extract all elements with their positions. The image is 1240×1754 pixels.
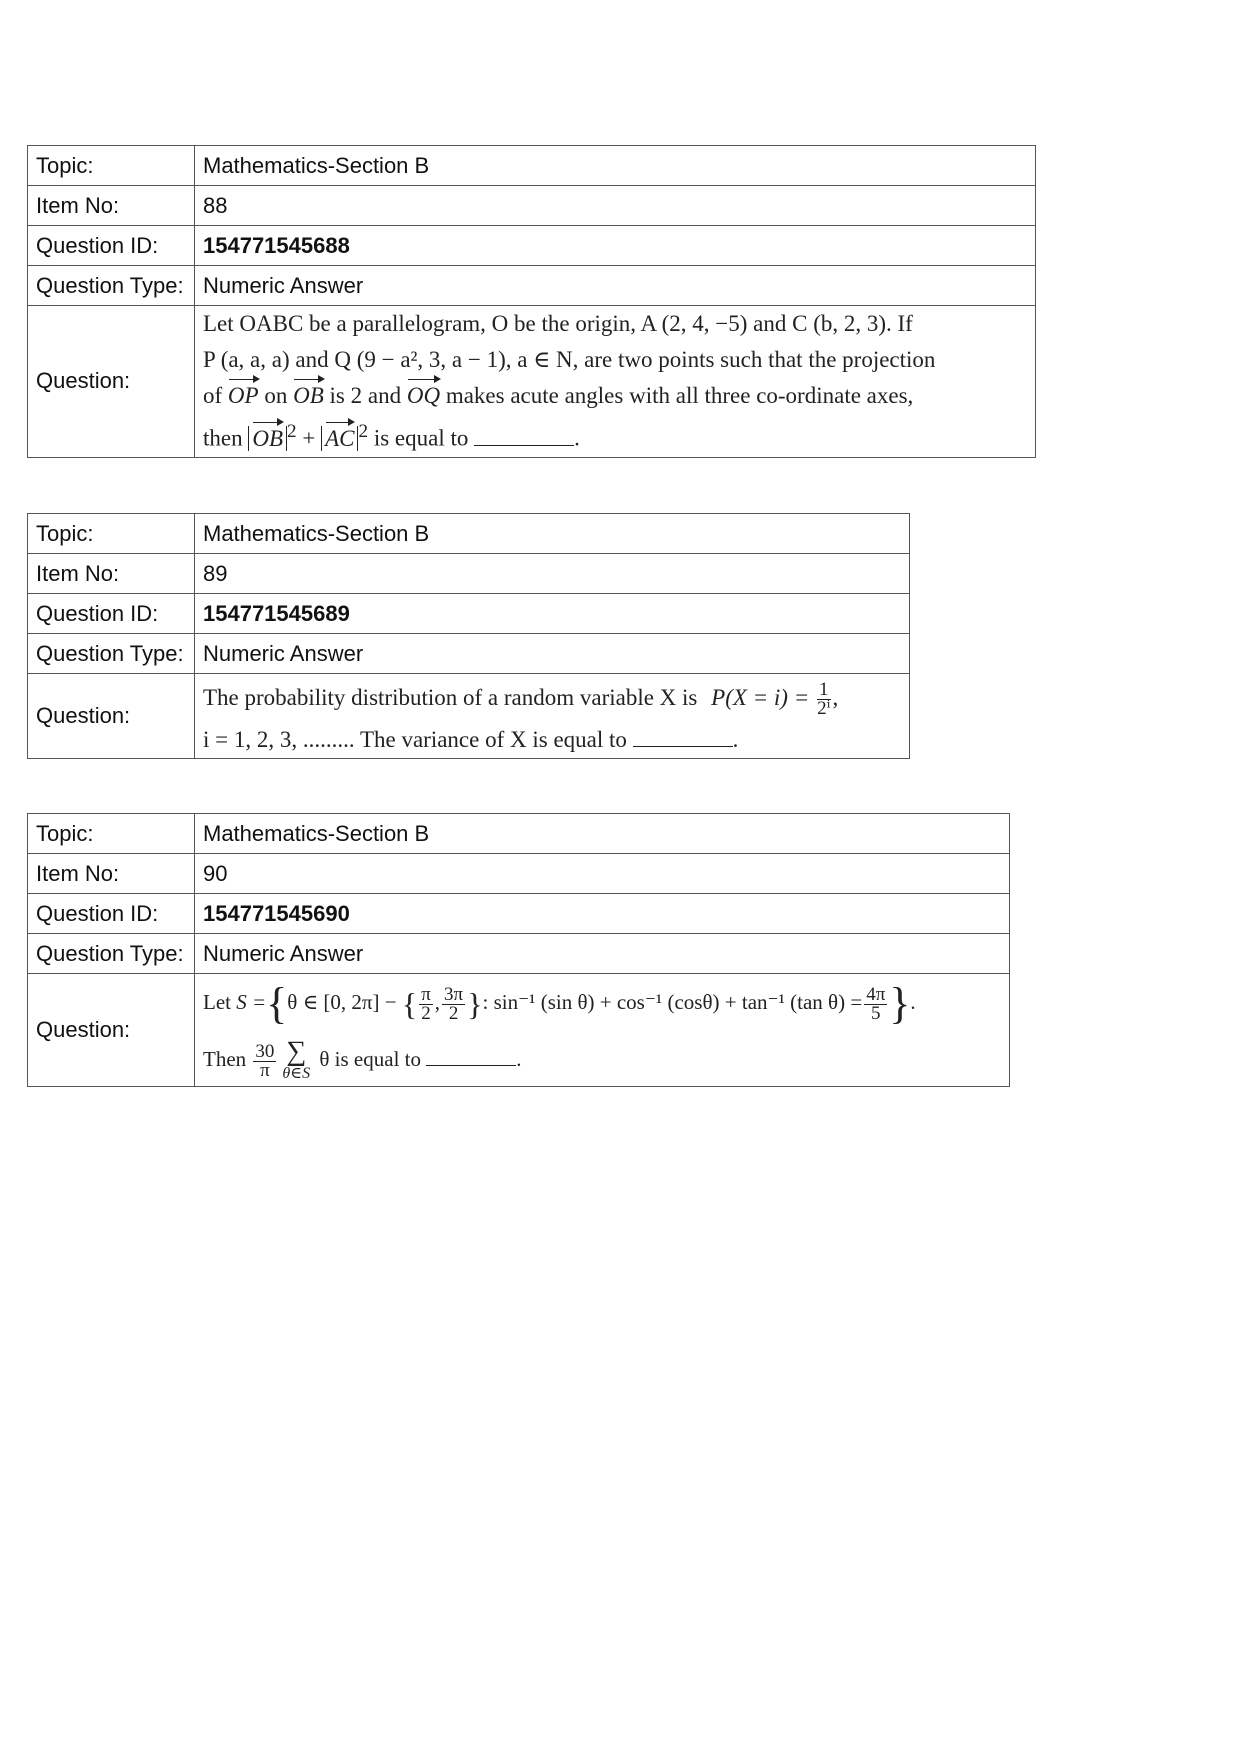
- question-id-row: [28, 226, 1036, 266]
- question-label: Question:: [28, 974, 195, 1087]
- summation-index: θ∈S: [282, 1065, 311, 1083]
- question-type-label: Question Type:: [28, 634, 195, 674]
- question-text: [203, 306, 1027, 457]
- question-row: [28, 306, 1036, 458]
- item-no-label: Item No:: [28, 854, 195, 894]
- answer-blank: [426, 1045, 516, 1066]
- question-id-label: Question ID:: [28, 594, 195, 634]
- vector-ob: OB: [293, 378, 324, 414]
- item-no-row: [28, 554, 910, 594]
- vector-ob-2: OB: [252, 421, 283, 457]
- q-text: then: [203, 425, 243, 451]
- question-line-1: Let OABC be a parallelogram, O be the origin, A (2, 4, −5) and C (b, 2, 3). If: [203, 311, 913, 336]
- question-id-value: 154771545690: [195, 894, 1010, 934]
- vector-op: OP: [228, 378, 259, 414]
- item-no-value: 88: [195, 186, 1036, 226]
- fraction-denominator: π: [260, 1059, 270, 1081]
- square-1: 2: [287, 421, 297, 442]
- square-2: 2: [358, 421, 369, 442]
- topic-row: [28, 146, 1036, 186]
- fraction-pi-2: [419, 983, 433, 1024]
- abs-ob: [248, 426, 287, 451]
- summation: [282, 1036, 311, 1083]
- question-row: [28, 974, 1010, 1087]
- topic-row: [28, 514, 910, 554]
- left-brace: {: [266, 979, 288, 1029]
- question-id-value: 154771545688: [195, 226, 1036, 266]
- question-label: Question:: [28, 306, 195, 458]
- fraction-numerator: π: [421, 983, 431, 1005]
- topic-row: [28, 814, 1010, 854]
- fraction-denominator: 2ⁱ: [817, 698, 831, 720]
- fraction-numerator: 3π: [444, 983, 464, 1005]
- fraction-denominator: 2: [448, 1002, 459, 1024]
- vector-oq: OQ: [407, 378, 440, 414]
- question-type-row: [28, 934, 1010, 974]
- fraction-denominator: 2: [421, 1002, 431, 1024]
- vector-ac: AC: [325, 421, 354, 457]
- question-type-row: [28, 266, 1036, 306]
- answer-blank: [474, 425, 574, 446]
- q-text: θ is equal to: [319, 1047, 421, 1072]
- abs-ac: [321, 426, 358, 451]
- question-line-2: P (a, a, a) and Q (9 − a², 3, a − 1), a ∈ N, are two points such that the projection: [203, 347, 936, 372]
- question-row: [28, 674, 910, 759]
- question-line-2: i = 1, 2, 3, ......... The variance of X is equal to .: [203, 727, 739, 752]
- q-text: makes acute angles with all three co-ordinate axes,: [445, 383, 914, 408]
- question-table-90: [27, 813, 1010, 1087]
- question-line-1: Let S ={θ ∈ [0, 2π] − { $\frac{\pi}{2}$ , $\frac{3\pi}{2}$ }: sin⁻¹ (sin θ) + cos⁻¹ (cosθ) + tan⁻¹ (tan θ) = $\frac{4\pi}{5}$ }.: [203, 979, 916, 1029]
- topic-value: Mathematics-Section B: [195, 814, 1010, 854]
- q-text: Let: [203, 990, 231, 1014]
- fraction-numerator: 1: [819, 679, 829, 701]
- question-body: [195, 674, 910, 759]
- question-type-value: Numeric Answer: [195, 934, 1010, 974]
- item-no-value: 89: [195, 554, 910, 594]
- question-type-label: Question Type:: [28, 266, 195, 306]
- question-line-3: [203, 378, 1027, 414]
- q-text: The probability distribution of a random variable X is: [203, 685, 698, 710]
- topic-label: Topic:: [28, 514, 195, 554]
- question-id-label: Question ID:: [28, 894, 195, 934]
- fraction-numerator: 30: [255, 1040, 275, 1062]
- question-id-label: Question ID:: [28, 226, 195, 266]
- sigma-symbol: ∑: [286, 1036, 307, 1068]
- question-text: [203, 674, 901, 758]
- question-type-value: Numeric Answer: [195, 634, 910, 674]
- question-type-row: [28, 634, 910, 674]
- item-no-label: Item No:: [28, 554, 195, 594]
- question-body: [195, 974, 1010, 1087]
- topic-value: Mathematics-Section B: [195, 514, 910, 554]
- item-no-value: 90: [195, 854, 1010, 894]
- fraction: [817, 681, 831, 718]
- question-line-4: then OB $^2$ + AC $^2$ is equal to .: [203, 414, 1027, 457]
- q-text: Then: [203, 1047, 247, 1072]
- q-condition: : sin⁻¹ (sin θ) + cos⁻¹ (cosθ) + tan⁻¹ (tan θ) =: [482, 990, 863, 1014]
- question-table-89: [27, 513, 910, 759]
- q-text: is 2 and: [329, 383, 402, 408]
- q-set: S =: [236, 990, 267, 1014]
- fraction-numerator: 4π: [866, 983, 886, 1005]
- question-type-label: Question Type:: [28, 934, 195, 974]
- fraction-30-pi: [253, 1040, 276, 1081]
- q-text: i = 1, 2, 3, ......... The variance of X is equal to: [203, 727, 627, 752]
- topic-label: Topic:: [28, 814, 195, 854]
- answer-blank: [633, 726, 733, 747]
- question-id-row: [28, 594, 910, 634]
- item-no-row: [28, 186, 1036, 226]
- q-text: on: [264, 383, 288, 408]
- question-line-2: Then $\frac{30}{\pi}$ ∑ θ∈S θ is equal to .: [203, 1036, 522, 1083]
- right-brace: }: [889, 979, 911, 1029]
- item-no-row: [28, 854, 1010, 894]
- left-paren: {: [401, 986, 418, 1023]
- topic-label: Topic:: [28, 146, 195, 186]
- fraction-3pi-2: [442, 983, 465, 1024]
- q-formula: P(X = i) =: [711, 685, 810, 710]
- question-line-1: The probability distribution of a random variable X is P(X = i) = $\frac{1}{\text{2ⁱ}}$ ,: [203, 679, 839, 720]
- q-text: is equal to: [373, 425, 469, 451]
- fraction-4pi-5: [864, 983, 887, 1024]
- question-table-88: [27, 145, 1036, 458]
- q-set-body: θ ∈ [0, 2π] −: [287, 990, 397, 1014]
- question-id-row: [28, 894, 1010, 934]
- fraction-denominator: 5: [870, 1002, 881, 1024]
- q-text: of: [203, 383, 223, 408]
- item-no-label: Item No:: [28, 186, 195, 226]
- topic-value: Mathematics-Section B: [195, 146, 1036, 186]
- question-text: [203, 974, 1001, 1086]
- question-id-value: 154771545689: [195, 594, 910, 634]
- right-paren: }: [467, 986, 483, 1023]
- question-body: [195, 306, 1036, 458]
- question-label: Question:: [28, 674, 195, 759]
- question-type-value: Numeric Answer: [195, 266, 1036, 306]
